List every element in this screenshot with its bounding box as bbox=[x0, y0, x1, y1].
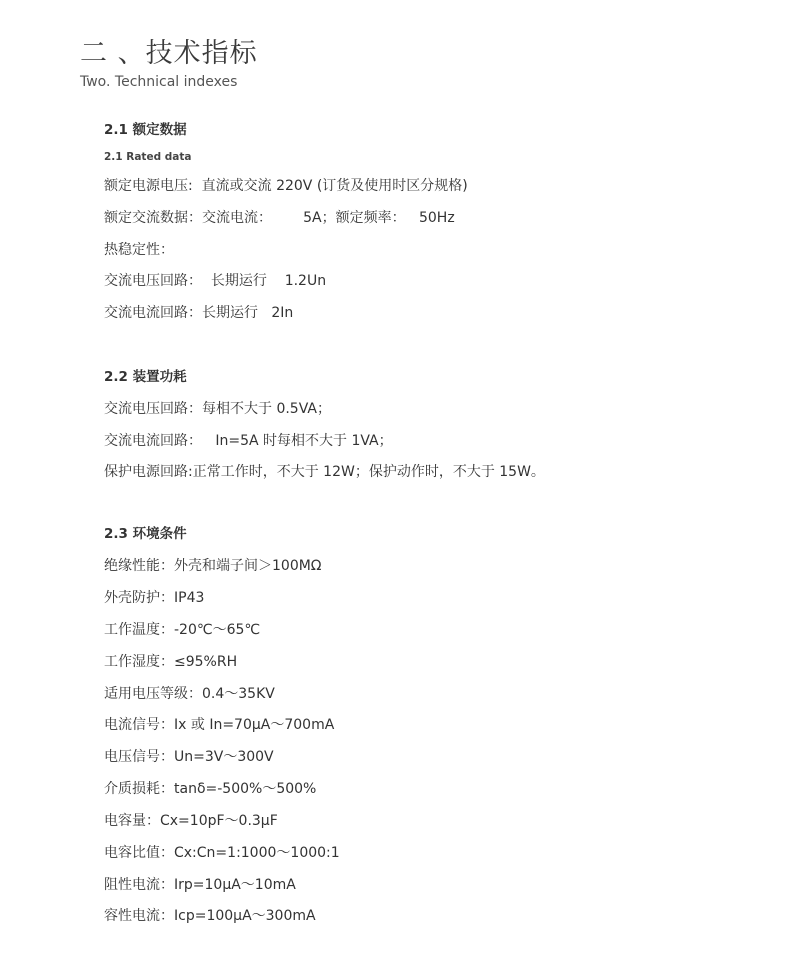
section-heading-power-consumption: 2.2 装置功耗 bbox=[104, 369, 187, 385]
spec-line: 额定交流数据：交流电流： 5A；额定频率： 50Hz bbox=[104, 210, 455, 226]
section-heading-environment: 2.3 环境条件 bbox=[104, 526, 187, 542]
spec-line: 电容量：Cx=10pF～0.3μF bbox=[104, 813, 278, 829]
spec-line: 绝缘性能：外壳和端子间＞100MΩ bbox=[104, 558, 322, 574]
spec-line: 交流电压回路：每相不大于 0.5VA； bbox=[104, 401, 331, 417]
page-subtitle: Two. Technical indexes bbox=[80, 74, 238, 90]
spec-line: 交流电压回路： 长期运行 1.2Un bbox=[104, 273, 327, 289]
page-title: 二 、技术指标 bbox=[80, 38, 258, 69]
spec-line: 工作温度：-20℃～65℃ bbox=[104, 622, 261, 638]
spec-line: 电流信号：Ix 或 In=70μA～700mA bbox=[104, 717, 335, 733]
spec-line: 介质损耗：tanδ=-500%～500% bbox=[104, 781, 317, 797]
spec-line: 外壳防护：IP43 bbox=[104, 590, 205, 606]
spec-line: 阻性电流：Irp=10μA～10mA bbox=[104, 877, 296, 893]
spec-line: 电容比值：Cx:Cn=1:1000～1000:1 bbox=[104, 845, 340, 861]
spec-line: 热稳定性： bbox=[104, 242, 174, 258]
spec-line: 交流电流回路： In=5A 时每相不大于 1VA； bbox=[104, 433, 393, 449]
spec-line: 容性电流：Icp=100μA～300mA bbox=[104, 908, 316, 924]
spec-line: 工作湿度：≤95%RH bbox=[104, 654, 238, 670]
spec-line: 适用电压等级：0.4～35KV bbox=[104, 686, 275, 702]
spec-line: 交流电流回路：长期运行 2In bbox=[104, 305, 294, 321]
spec-line: 电压信号：Un=3V～300V bbox=[104, 749, 274, 765]
spec-line: 额定电源电压: 直流或交流 220V (订货及使用时区分规格) bbox=[104, 178, 468, 194]
spec-line: 保护电源回路:正常工作时，不大于 12W；保护动作时，不大于 15W。 bbox=[104, 464, 545, 480]
section-heading-rated-data: 2.1 额定数据 bbox=[104, 122, 187, 138]
section-subheading-rated-data: 2.1 Rated data bbox=[104, 151, 192, 163]
